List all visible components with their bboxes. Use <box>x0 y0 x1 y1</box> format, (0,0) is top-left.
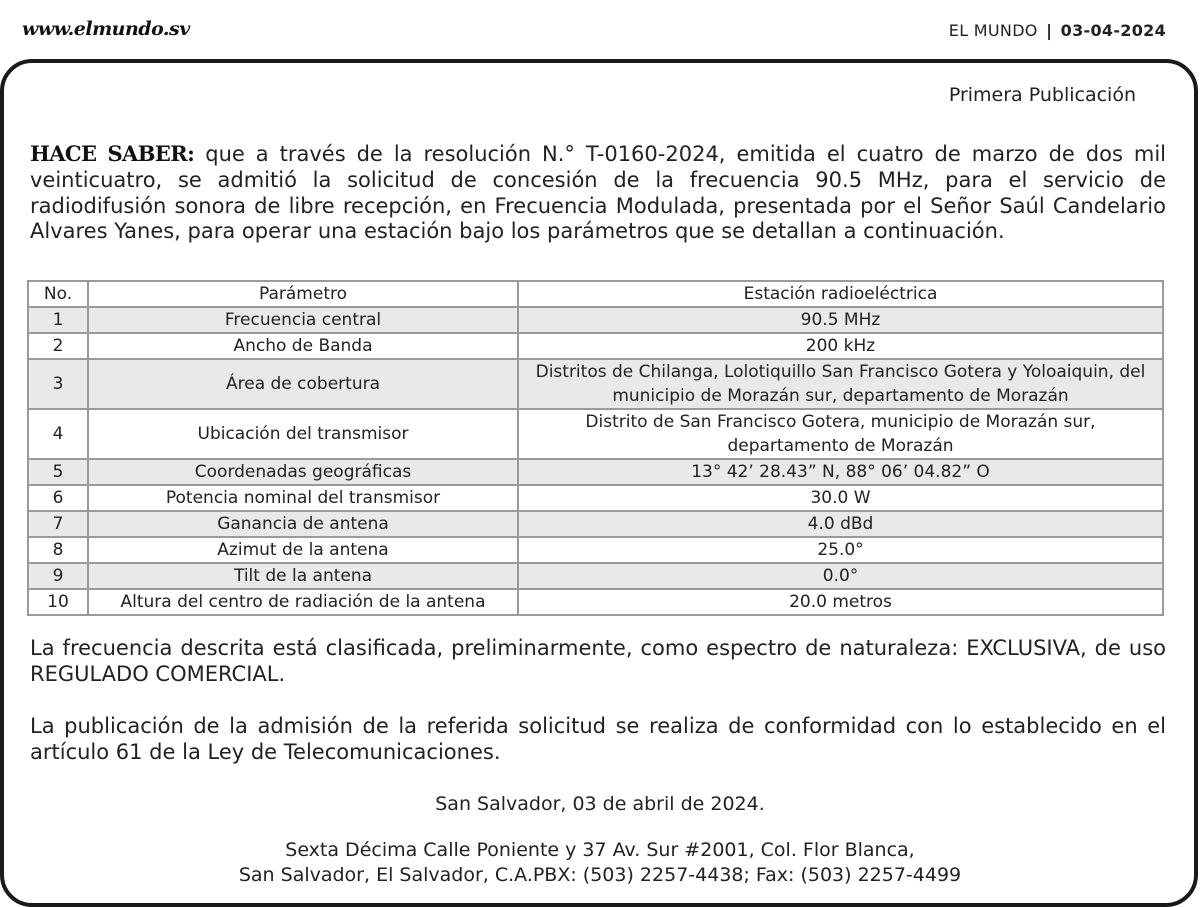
table-row <box>28 485 1163 511</box>
row-value: 30.0 W <box>518 485 1163 511</box>
classification-paragraph: La frecuencia descrita está clasificada, preliminarmente, como espectro de naturaleza: EXCLUSIVA, de uso REGULADO COMERCIAL. <box>30 636 1166 686</box>
row-parameter: Potencia nominal del transmisor <box>88 485 518 511</box>
address-block <box>0 838 1200 888</box>
row-parameter: Azimut de la antena <box>88 537 518 563</box>
intro-paragraph <box>30 141 1166 245</box>
row-number: 7 <box>28 511 88 537</box>
row-parameter: Altura del centro de radiación de la antena <box>88 589 518 615</box>
table-row <box>28 563 1163 589</box>
table-row <box>28 333 1163 359</box>
header-parameter: Parámetro <box>88 281 518 307</box>
row-number: 1 <box>28 307 88 333</box>
row-parameter: Frecuencia central <box>88 307 518 333</box>
row-parameter: Ubicación del transmisor <box>88 409 518 459</box>
row-value: 200 kHz <box>518 333 1163 359</box>
table-row <box>28 459 1163 485</box>
row-value: 25.0° <box>518 537 1163 563</box>
row-value: 20.0 metros <box>518 589 1163 615</box>
paper-header <box>949 21 1166 40</box>
intro-lead: HACE SABER: <box>30 141 195 166</box>
header-no: No. <box>28 281 88 307</box>
header-station: Estación radioeléctrica <box>518 281 1163 307</box>
address-line-1: Sexta Décima Calle Poniente y 37 Av. Sur #2001, Col. Flor Blanca, <box>285 839 915 861</box>
publication-date: 03-04-2024 <box>1060 21 1166 40</box>
row-number: 8 <box>28 537 88 563</box>
place-date: San Salvador, 03 de abril de 2024. <box>435 793 765 815</box>
table-row <box>28 537 1163 563</box>
legal-basis-paragraph: La publicación de la admisión de la referida solicitud se realiza de conformidad con lo establecido en el artículo 61 de la Ley de Telecomunicaciones. <box>30 714 1166 764</box>
row-value: Distritos de Chilanga, Lolotiquillo San Francisco Gotera y Yoloaiquin, del municipio de Morazán sur, departamento de Morazán <box>518 359 1163 409</box>
row-value: Distrito de San Francisco Gotera, municipio de Morazán sur, departamento de Morazán <box>518 409 1163 459</box>
table-row <box>28 307 1163 333</box>
row-value: 0.0° <box>518 563 1163 589</box>
row-number: 2 <box>28 333 88 359</box>
row-number: 5 <box>28 459 88 485</box>
site-url: www.elmundo.sv <box>22 18 190 40</box>
row-value: 4.0 dBd <box>518 511 1163 537</box>
row-number: 9 <box>28 563 88 589</box>
row-parameter: Ancho de Banda <box>88 333 518 359</box>
row-number: 4 <box>28 409 88 459</box>
row-parameter: Coordenadas geográficas <box>88 459 518 485</box>
intro-text: que a través de la resolución N.° T-0160-2024, emitida el cuatro de marzo de dos mil veinticuatro, se admitió la solicitud de concesión de la frecuencia 90.5 MHz, para el servicio de radiodifusión sonora de libre recepción, en Frecuencia Modulada, presentada por el Señor Saúl Candelario Alvares Yanes, para operar una estación bajo los parámetros que se detallan a continuación. <box>30 142 1166 244</box>
row-parameter: Ganancia de antena <box>88 511 518 537</box>
row-number: 6 <box>28 485 88 511</box>
table-row <box>28 359 1163 409</box>
address-line-2: San Salvador, El Salvador, C.A.PBX: (503) 2257-4438; Fax: (503) 2257-4499 <box>238 864 962 886</box>
table-row <box>28 511 1163 537</box>
row-value: 90.5 MHz <box>518 307 1163 333</box>
parameters-table <box>27 280 1164 616</box>
table-row <box>28 589 1163 615</box>
row-parameter: Tilt de la antena <box>88 563 518 589</box>
row-number: 10 <box>28 589 88 615</box>
header-separator: | <box>1046 21 1053 40</box>
row-number: 3 <box>28 359 88 409</box>
row-value: 13° 42’ 28.43” N, 88° 06’ 04.82” O <box>518 459 1163 485</box>
table-header-row <box>28 281 1163 307</box>
table-row <box>28 409 1163 459</box>
row-parameter: Área de cobertura <box>88 359 518 409</box>
publication-label: Primera Publicación <box>948 84 1136 106</box>
paper-name: EL MUNDO <box>948 21 1038 40</box>
